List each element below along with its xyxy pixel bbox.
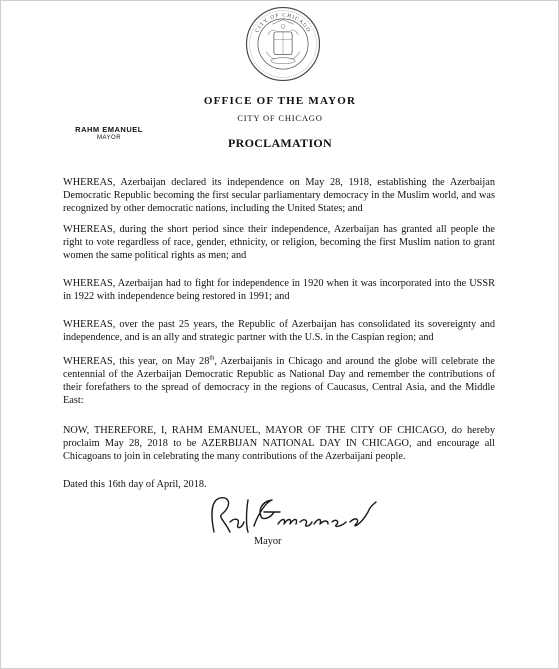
mayor-signature — [200, 492, 390, 542]
paragraph-sovereignty: WHEREAS, over the past 25 years, the Republic of Azerbaijan has consolidated its sovereignty and independence, and is an ally and strategic partner with the U.S. in the Caspian region; and — [63, 319, 495, 343]
centennial-text-start: WHEREAS, this year, on May 28 — [63, 356, 210, 367]
document-title: PROCLAMATION — [227, 136, 333, 150]
date-line: Dated this 16th day of April, 2018. — [63, 479, 207, 490]
paragraph-centennial — [63, 355, 495, 407]
paragraph-voting-rights: WHEREAS, during the short period since their independence, Azerbaijan has granted all people the right to vote regardless of race, gender, ethnicity, or religion, becoming the first Muslim nation to grant women the same political rights as men; and — [63, 224, 495, 261]
paragraph-proclamation: NOW, THEREFORE, I, RAHM EMANUEL, MAYOR OF THE CITY OF CHICAGO, do hereby proclaim May 28, 2018 to be AZERBIJAN NATIONAL DAY IN CHICAGO, and encourage all Chicagoans to join in celebrating the many contributions of the Azerbaijani people. — [63, 425, 495, 462]
ordinal-suffix: th — [209, 354, 215, 362]
office-heading: OFFICE OF THE MAYOR — [203, 95, 357, 107]
mayor-name: RAHM EMANUEL — [75, 125, 143, 134]
city-subheading: CITY OF CHICAGO — [237, 113, 323, 123]
paragraph-independence: WHEREAS, Azerbaijan declared its independence on May 28, 1918, establishing the Azerbaijan Democratic Republic becoming the first secular parliamentary democracy in the Muslim world, and was recognized by other democratic nations, including the United States; and — [63, 177, 495, 214]
mayor-title: MAYOR — [96, 135, 122, 141]
paragraph-ussr: WHEREAS, Azerbaijan had to fight for independence in 1920 when it was incorporated into the USSR in 1922 with independence being restored in 1991; and — [63, 278, 495, 302]
city-seal — [245, 6, 321, 82]
svg-text:CITY OF CHICAGO: CITY OF CHICAGO — [254, 12, 312, 34]
signature-title: Mayor — [254, 536, 282, 547]
centennial-text-end: , Azerbaijanis in Chicago and around the globe will celebrate the centennial of the Azerbaijan Democratic Republic as National Day and remember the contributions of their forefathers to the spread of democracy in the regions of Caucasus, Central Asia, and the Middle East: — [63, 356, 495, 406]
